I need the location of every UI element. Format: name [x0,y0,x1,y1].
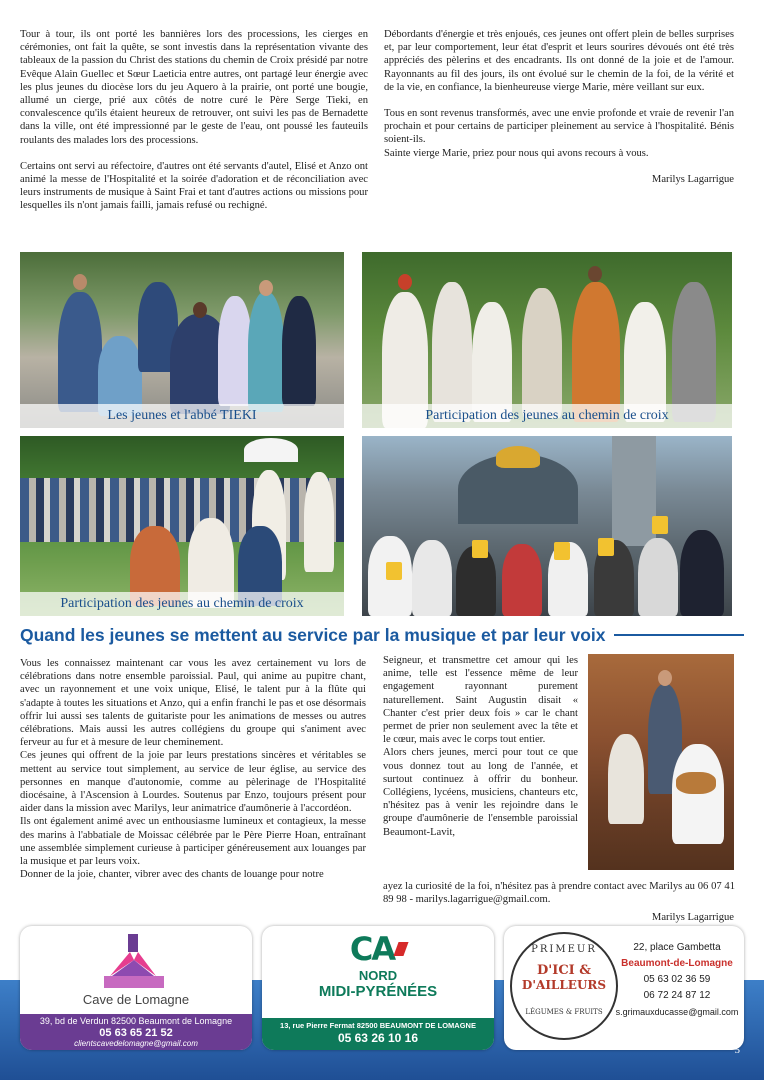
section2-signature: Marilys Lagarrigue [651,912,734,923]
photo-way-of-cross-1 [362,252,732,428]
photo-caption: Les jeunes et l'abbé TIEKI [20,404,344,428]
paragraph: Certains ont servi au réfectoire, d'autres ont été servants d'autel, Elisé et Anzo ont animé la messe de l'Hospitalité et la soirée d'adoration et de réconciliation avec leurs instruments de musique à Saint Frai et tant d'autres actions ou missions pour lesquelles ils n'ont jamais failli, jamais refusé ou rechigné. [20,160,368,212]
section2-left-column [20,657,366,881]
paragraph: ayez la curiosité de la foi, n'hésitez pas à prendre contact avec Marilys au 06 07 41 89 98 - marilys.lagarrigue@gmail.com. [383,881,735,906]
person-head [259,280,273,296]
primeur-logo-top: PRIMEUR [531,944,597,955]
ad-primeur-email: s.grimauxducasse@gmail.com [615,1007,739,1017]
ad-bank-logo-letters: CA [349,930,395,968]
person-figure [248,292,284,412]
photo-basilica-candles [362,436,732,616]
section2-full-line [383,880,735,906]
ad-bank-line2: MIDI-PYRÉNÉES [318,983,438,1000]
photo-way-of-cross-2 [20,436,344,616]
person-figure [412,540,452,616]
candle-icon [652,516,668,534]
section-title-rule [614,634,745,636]
ad-bank-logo-accent [394,942,409,956]
paragraph: Vous les connaissez maintenant car vous les avez certainement vu lors de célébrations dans notre ensemble paroissial. Paul, qui anime au pupitre chant, avec un rayonnement et une voix unique, Elisé, le talent pur à la flûte qui s'adapte à toutes les situations et Anzo, qui a enfin franchi le pas et ose désormais offrir lui aussi ses talents de guitariste pour les animations de messes ou autres célébrations. Mais aussi les autres collégiens du groupe qui s'animent avec ferveur au fur et à mesure de leur cheminement. [20,658,366,749]
guitar-icon [676,772,716,794]
ad-cave-bar [20,1014,252,1050]
photo-youth-and-priest [20,252,344,428]
ad-primeur-phone1: 05 63 02 36 59 [643,974,711,985]
basilica-tower [612,436,656,546]
section2-mid-column [383,654,578,839]
ad-credit-agricole [262,926,494,1050]
person-figure [672,744,724,844]
paragraph: Alors chers jeunes, merci pour tout ce que vous donnez tout au long de l'année, et surtout continuez à offrir du bonheur. Collégiens, lycéens, musiciens, chanteurs etc, n'hésitez pas à venir les rejoindre dans le groupe d'aumônerie de l'ensemble paroissial Beaumont-Lavit, [383,747,578,838]
umbrella-icon [244,438,298,462]
paragraph: Débordants d'énergie et très enjoués, ces jeunes ont offert plein de belles surprises et, par leur comportement, leur état d'esprit et leurs sourires dévoués ont été très appréciés des pèlerins et des encadrants. Ils ont donné de la joie et de l'amour. Rayonnants au fil des jours, ils ont évolué sur le chemin de la foi, de la vérité et de la vie, en confiance, la bienheureuse vierge Marie, mère veillant sur eux. [384,29,734,93]
primeur-logo-line2: D'AILLEURS [521,978,607,992]
ad-primeur-address: 22, place Gambetta [633,942,721,953]
ad-primeur [504,926,744,1050]
ad-cave-de-lomagne [20,926,252,1050]
credit-agricole-logo-icon [342,932,414,966]
wine-bottles-logo-icon [90,932,180,992]
ad-cave-address: 39, bd de Verdun 82500 Beaumont de Lomagne [39,1016,233,1026]
person-figure [680,530,724,616]
person-figure [218,296,252,406]
candle-icon [598,538,614,556]
person-figure [522,288,562,418]
primeur-logo-line1: D'ICI & [536,963,592,978]
person-head [193,302,207,318]
paragraph: Ils ont également animé avec un enthousiasme lumineux et contagieux, la messe des marins à l'abbatiale de Moissac célébrée par le Père Pierre Hoan, entraînant une assemblée simplement curieuse à participer généreusement aux louanges par la musique et par leurs voix. [20,816,366,868]
page-number: 5 [734,1044,740,1056]
person-figure [304,472,334,572]
ad-bank-address: 13, rue Pierre Fermat 82500 BEAUMONT DE LOMAGNE [280,1021,476,1030]
candle-icon [386,562,402,580]
ad-primeur-phone2: 06 72 24 87 12 [643,990,711,1001]
photo-caption: Participation des jeunes au chemin de croix [362,404,732,428]
ad-cave-phone: 05 63 65 21 52 [99,1027,173,1039]
paragraph: Tous en sont revenus transformés, avec une envie profonde et vraie de revenir l'an prochain et pour certains de participer pleinement au service à l'hospitalité. Bénis soient-ils. [384,108,734,146]
ad-primeur-info [614,940,740,1020]
person-figure [572,282,620,422]
person-figure [502,544,542,616]
ad-primeur-town: Beaumont-de-Lomagne [621,958,733,969]
person-figure [58,292,102,412]
person-figure [672,282,716,422]
person-head [658,670,672,686]
paragraph: Donner de la joie, chanter, vibrer avec des chants de louange pour notre [20,869,324,881]
ad-cave-email: clientscavedelomagne@gmail.com [74,1039,198,1048]
article-top-right-column [384,28,734,199]
person-figure [608,734,644,824]
person-head [73,274,87,290]
ad-cave-name: Cave de Lomagne [82,992,190,1007]
person-figure [638,538,678,616]
candle-icon [554,542,570,560]
crown-icon [496,446,540,468]
ad-bank-phone: 05 63 26 10 16 [337,1031,419,1045]
paragraph: Sainte vierge Marie, priez pour nous qui avons recours à vous. [384,147,649,159]
person-head [588,266,602,282]
signature: Marilys Lagarrigue [651,173,734,185]
ad-bank-bar [262,1018,494,1050]
candle-icon [472,540,488,558]
primeur-logo-icon [510,932,618,1040]
ad-bank-line1: NORD [358,968,398,983]
paragraph: Tour à tour, ils ont porté les bannières lors des processions, les cierges en cérémonies, ont fait la quête, se sont investis dans la représentation vivante des tableaux de la passion du Christ des stations du chemin de Croix présidé par notre Evêque Alain Guellec et Sœur Laeticia entre autres, ont partagé leur énergie avec les plus jeunes du diocèse lors du jeu Aquero à la prairie, ont porté une bougie, allumé un cierge, prié aux côtés de notre curé le Père Serge Tieki, en convalescence qu'ils étaient heureux de retrouver, ont suivi les pas de Bernadette dans la ville, ont été impressionné par le geste de l'eau, ont poussé les fauteuils roulants des malades lors des processions. [20,29,368,146]
article-top-left-column [20,28,368,213]
paragraph: Ces jeunes qui offrent de la joie par leurs prestations sincères et véritables se mettent au service tout simplement, au service de leur église, au service des personnes en manque d'autonomie, comme au pèlerinage de l'Hospitalité diocésaine, à l'Ascension à Lourdes. Soutenus par Enzo, toujours présent pour aider dans la mission avec Marilys, leur animatrice d'aumônerie à l'accordéon. [20,750,366,815]
section-title [20,624,744,646]
paragraph: Seigneur, et transmettre cet amour qui les anime, telle est l'essence même de leur engagement rayonnant purement naturellement. Saint Augustin disait « Chanter c'est prier deux fois » car le chant permet de prier non seulement avec la tête et le cœur, mais avec le corps tout entier. [383,655,578,746]
photo-musicians [588,654,734,870]
primeur-logo-bottom: LÉGUMES & FRUITS [525,1008,603,1016]
section-title-text: Quand les jeunes se mettent au service par la musique et par leur voix [20,624,606,645]
crowd-band [20,478,344,542]
person-figure [282,296,316,406]
person-head [398,274,412,290]
photo-caption: Participation des jeunes au chemin de croix [20,592,344,616]
person-figure [432,282,472,422]
